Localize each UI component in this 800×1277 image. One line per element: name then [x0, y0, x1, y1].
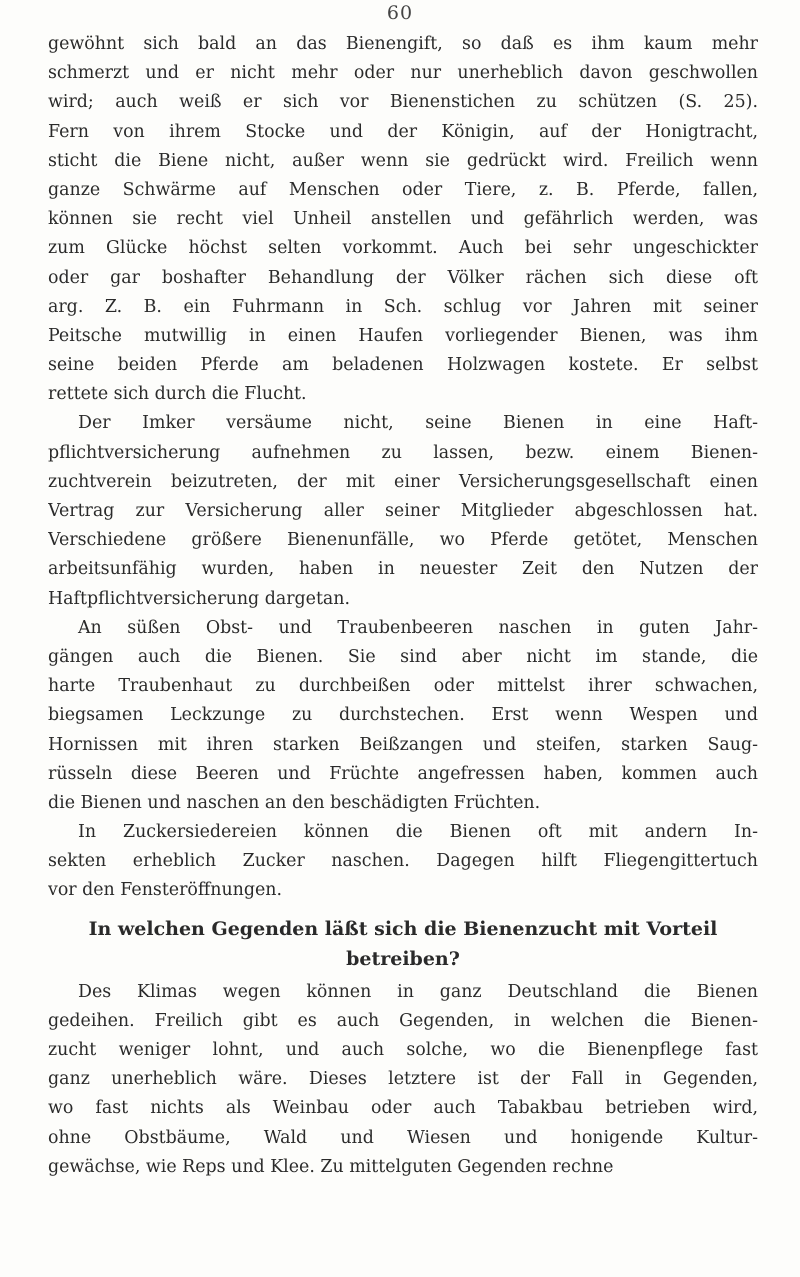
- text-line: arg. Z. B. ein Fuhrmann in Sch. schlug vor Jahren mit seiner: [48, 296, 758, 317]
- text-line: schmerzt und er nicht mehr oder nur unerheblich davon geschwollen: [48, 63, 758, 84]
- text-line: ganz unerheblich wäre. Dieses letztere ist der Fall in Gegenden,: [48, 1069, 758, 1090]
- text-line: ganze Schwärme auf Menschen oder Tiere, z. B. Pferde, fallen,: [48, 179, 758, 200]
- text-line: Peitsche mutwillig in einen Haufen vorliegender Bienen, was ihm: [48, 325, 758, 346]
- text-line: seine beiden Pferde am beladenen Holzwagen kostete. Er selbst: [48, 355, 758, 376]
- text-line: Der Imker versäume nicht, seine Bienen in eine Haft-: [78, 413, 758, 434]
- text-line: können sie recht viel Unheil anstellen und gefährlich werden, was: [48, 209, 758, 230]
- text-line: rüsseln diese Beeren und Früchte angefressen haben, kommen auch: [48, 763, 758, 784]
- text-line: Vertrag zur Versicherung aller seiner Mitglieder abgeschlossen hat.: [48, 501, 758, 521]
- text-line: wird; auch weiß er sich vor Bienenstichen zu schützen (S. 25).: [48, 92, 758, 113]
- text-line: oder gar boshafter Behandlung der Völker rächen sich diese oft: [48, 267, 758, 288]
- text-line: ohne Obstbäume, Wald und Wiesen und honigende Kultur-: [48, 1127, 758, 1148]
- text-line: harte Traubenhaut zu durchbeißen oder mittelst ihrer schwachen,: [48, 676, 758, 697]
- text-line: pflichtversicherung aufnehmen zu lassen, bezw. einem Bienen-: [48, 442, 758, 463]
- text-line: sticht die Biene nicht, außer wenn sie gedrückt wird. Freilich wenn: [48, 150, 758, 171]
- text-line: Des Klimas wegen können in ganz Deutschland die Bienen: [78, 981, 758, 1002]
- paragraph-bee-venom: [48, 30, 758, 409]
- text-line: Verschiedene größere Bienenunfälle, wo Pferde getötet, Menschen: [48, 530, 758, 551]
- section-heading: [48, 914, 758, 974]
- text-line: arbeitsunfähig wurden, haben in neuester Zeit den Nutzen der: [48, 559, 758, 580]
- text-line: rettete sich durch die Flucht.: [48, 384, 307, 405]
- text-line: sekten erheblich Zucker naschen. Dagegen hilft Fliegengittertuch: [48, 851, 758, 872]
- text-line: Hornissen mit ihren starken Beißzangen und steifen, starken Saug-: [48, 734, 758, 755]
- paragraph-sugar-refineries: [48, 818, 758, 906]
- text-line: zucht weniger lohnt, und auch solche, wo die Bienenpflege fast: [48, 1040, 758, 1060]
- text-line: zum Glücke höchst selten vorkommt. Auch bei sehr ungeschickter: [48, 238, 758, 259]
- text-line: vor den Fensteröffnungen.: [48, 880, 282, 901]
- text-line: In Zuckersiedereien können die Bienen oft mit andern In-: [78, 822, 758, 843]
- paragraph-fruit-grapes: [48, 614, 758, 818]
- paragraph-climate-regions: [48, 978, 758, 1182]
- page-number: 60: [386, 2, 414, 24]
- text-line: Fern von ihrem Stocke und der Königin, auf der Honigtracht,: [48, 121, 758, 142]
- text-line: Haftpflichtversicherung dargetan.: [48, 588, 351, 609]
- text-line: die Bienen und naschen an den beschädigten Früchten.: [48, 792, 541, 813]
- text-line: biegsamen Leckzunge zu durchstechen. Erst wenn Wespen und: [48, 705, 758, 726]
- text-line: gängen auch die Bienen. Sie sind aber nicht im stande, die: [48, 646, 758, 667]
- text-line: zuchtverein beizutreten, der mit einer Versicherungsgesellschaft einen: [48, 471, 758, 492]
- section-heading-line: In welchen Gegenden läßt sich die Bienenzucht mit Vorteil: [88, 917, 718, 940]
- text-line: gewächse, wie Reps und Klee. Zu mittelguten Gegenden rechne: [48, 1156, 614, 1177]
- text-line: wo fast nichts als Weinbau oder auch Tabakbau betrieben wird,: [48, 1098, 758, 1119]
- section-heading-line: betreiben?: [346, 947, 460, 970]
- text-line: gedeihen. Freilich gibt es auch Gegenden, in welchen die Bienen-: [48, 1010, 758, 1031]
- paragraph-liability-insurance: [48, 409, 758, 613]
- text-line: An süßen Obst- und Traubenbeeren naschen in guten Jahr-: [78, 617, 758, 638]
- text-body: [48, 30, 758, 1182]
- text-line: gewöhnt sich bald an das Bienengift, so daß es ihm kaum mehr: [48, 34, 758, 54]
